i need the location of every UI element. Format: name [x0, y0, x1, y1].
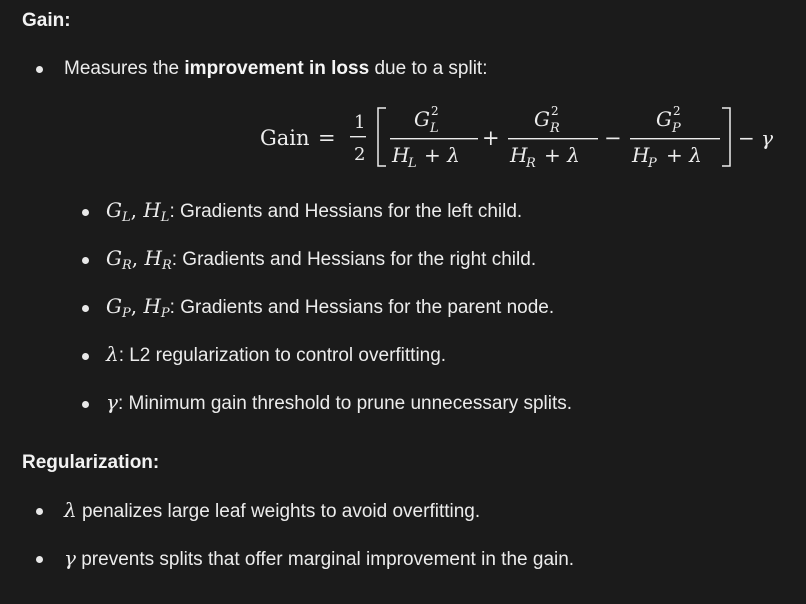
t3-num-sup: 2	[673, 104, 681, 118]
definition-parent	[106, 294, 554, 321]
t1-den-sub: L	[408, 156, 417, 171]
t2-num-sup: 2	[551, 104, 559, 118]
t2-den-h: H	[510, 143, 528, 167]
definition-text: : Gradients and Hessians for the parent node.	[169, 297, 555, 318]
t3-num-sub: P	[672, 121, 681, 136]
math-g: $G_R$, $H_R$	[106, 246, 172, 273]
t3-den-sub: P	[648, 156, 657, 171]
bullet-dot	[82, 257, 89, 264]
formula-tail: − γ	[738, 126, 774, 150]
math-g: $G_P$, $H_P$	[106, 294, 170, 321]
definition-right	[106, 246, 536, 273]
t1-num-sub: L	[430, 121, 439, 136]
left-bracket	[378, 108, 386, 166]
regularization-text: penalizes large leaf weights to avoid overfitting.	[76, 501, 481, 522]
bullet-dot	[36, 66, 43, 73]
gain-heading: Gain:	[22, 10, 71, 31]
formula-equals: =	[318, 126, 336, 150]
t1-bar	[390, 138, 478, 139]
gain-intro	[64, 58, 487, 80]
formula-plus: +	[482, 126, 500, 150]
t3-num: G	[656, 107, 672, 131]
half-numerator: 1	[354, 112, 366, 133]
regularization-text: prevents splits that offer marginal improvement in the gain.	[75, 549, 575, 570]
t2-den-rest: + λ	[544, 143, 580, 167]
t2-num: G	[534, 107, 550, 131]
definition-left	[106, 198, 522, 225]
formula-lhs: Gain	[260, 126, 310, 150]
definition-text: : Gradients and Hessians for the left child.	[169, 201, 523, 222]
half-denominator: 2	[354, 144, 366, 165]
definition-lambda	[106, 342, 446, 367]
lambda-symbol: λ	[64, 498, 77, 522]
t1-den-rest: + λ	[424, 143, 460, 167]
bullet-dot	[36, 556, 43, 563]
gain-formula	[250, 96, 790, 176]
regularization-gamma	[64, 546, 574, 571]
bullet-dot	[82, 305, 89, 312]
lambda-symbol: λ	[106, 342, 119, 366]
t2-num-sub: R	[550, 121, 560, 136]
regularization-heading: Regularization:	[22, 452, 160, 473]
definition-text: : Minimum gain threshold to prune unnecessary splits.	[117, 393, 573, 414]
regularization-lambda	[64, 498, 480, 523]
intro-prefix: Measures the	[64, 58, 185, 79]
half-bar	[350, 136, 366, 137]
t3-den-rest: + λ	[666, 143, 702, 167]
formula-minus: −	[604, 126, 622, 150]
t3-bar	[630, 138, 720, 139]
t2-den-sub: R	[526, 156, 536, 171]
bullet-dot	[36, 508, 43, 515]
gamma-symbol: γ	[106, 390, 118, 414]
bullet-dot	[82, 209, 89, 216]
right-bracket	[722, 108, 730, 166]
definition-text: : Gradients and Hessians for the right child.	[171, 249, 537, 270]
intro-bold: improvement in loss	[184, 58, 370, 79]
math-g: $G_L$, $H_L$	[106, 198, 170, 225]
t3-den-h: H	[632, 143, 650, 167]
definition-text: : L2 regularization to control overfitting.	[118, 345, 447, 366]
bullet-dot	[82, 401, 89, 408]
t1-num: G	[414, 107, 430, 131]
intro-suffix: due to a split:	[369, 58, 488, 79]
bullet-dot	[82, 353, 89, 360]
t1-num-sup: 2	[431, 104, 439, 118]
t1-den-h: H	[392, 143, 410, 167]
t2-bar	[508, 138, 598, 139]
definition-gamma	[106, 390, 572, 415]
gamma-symbol: γ	[64, 546, 76, 570]
